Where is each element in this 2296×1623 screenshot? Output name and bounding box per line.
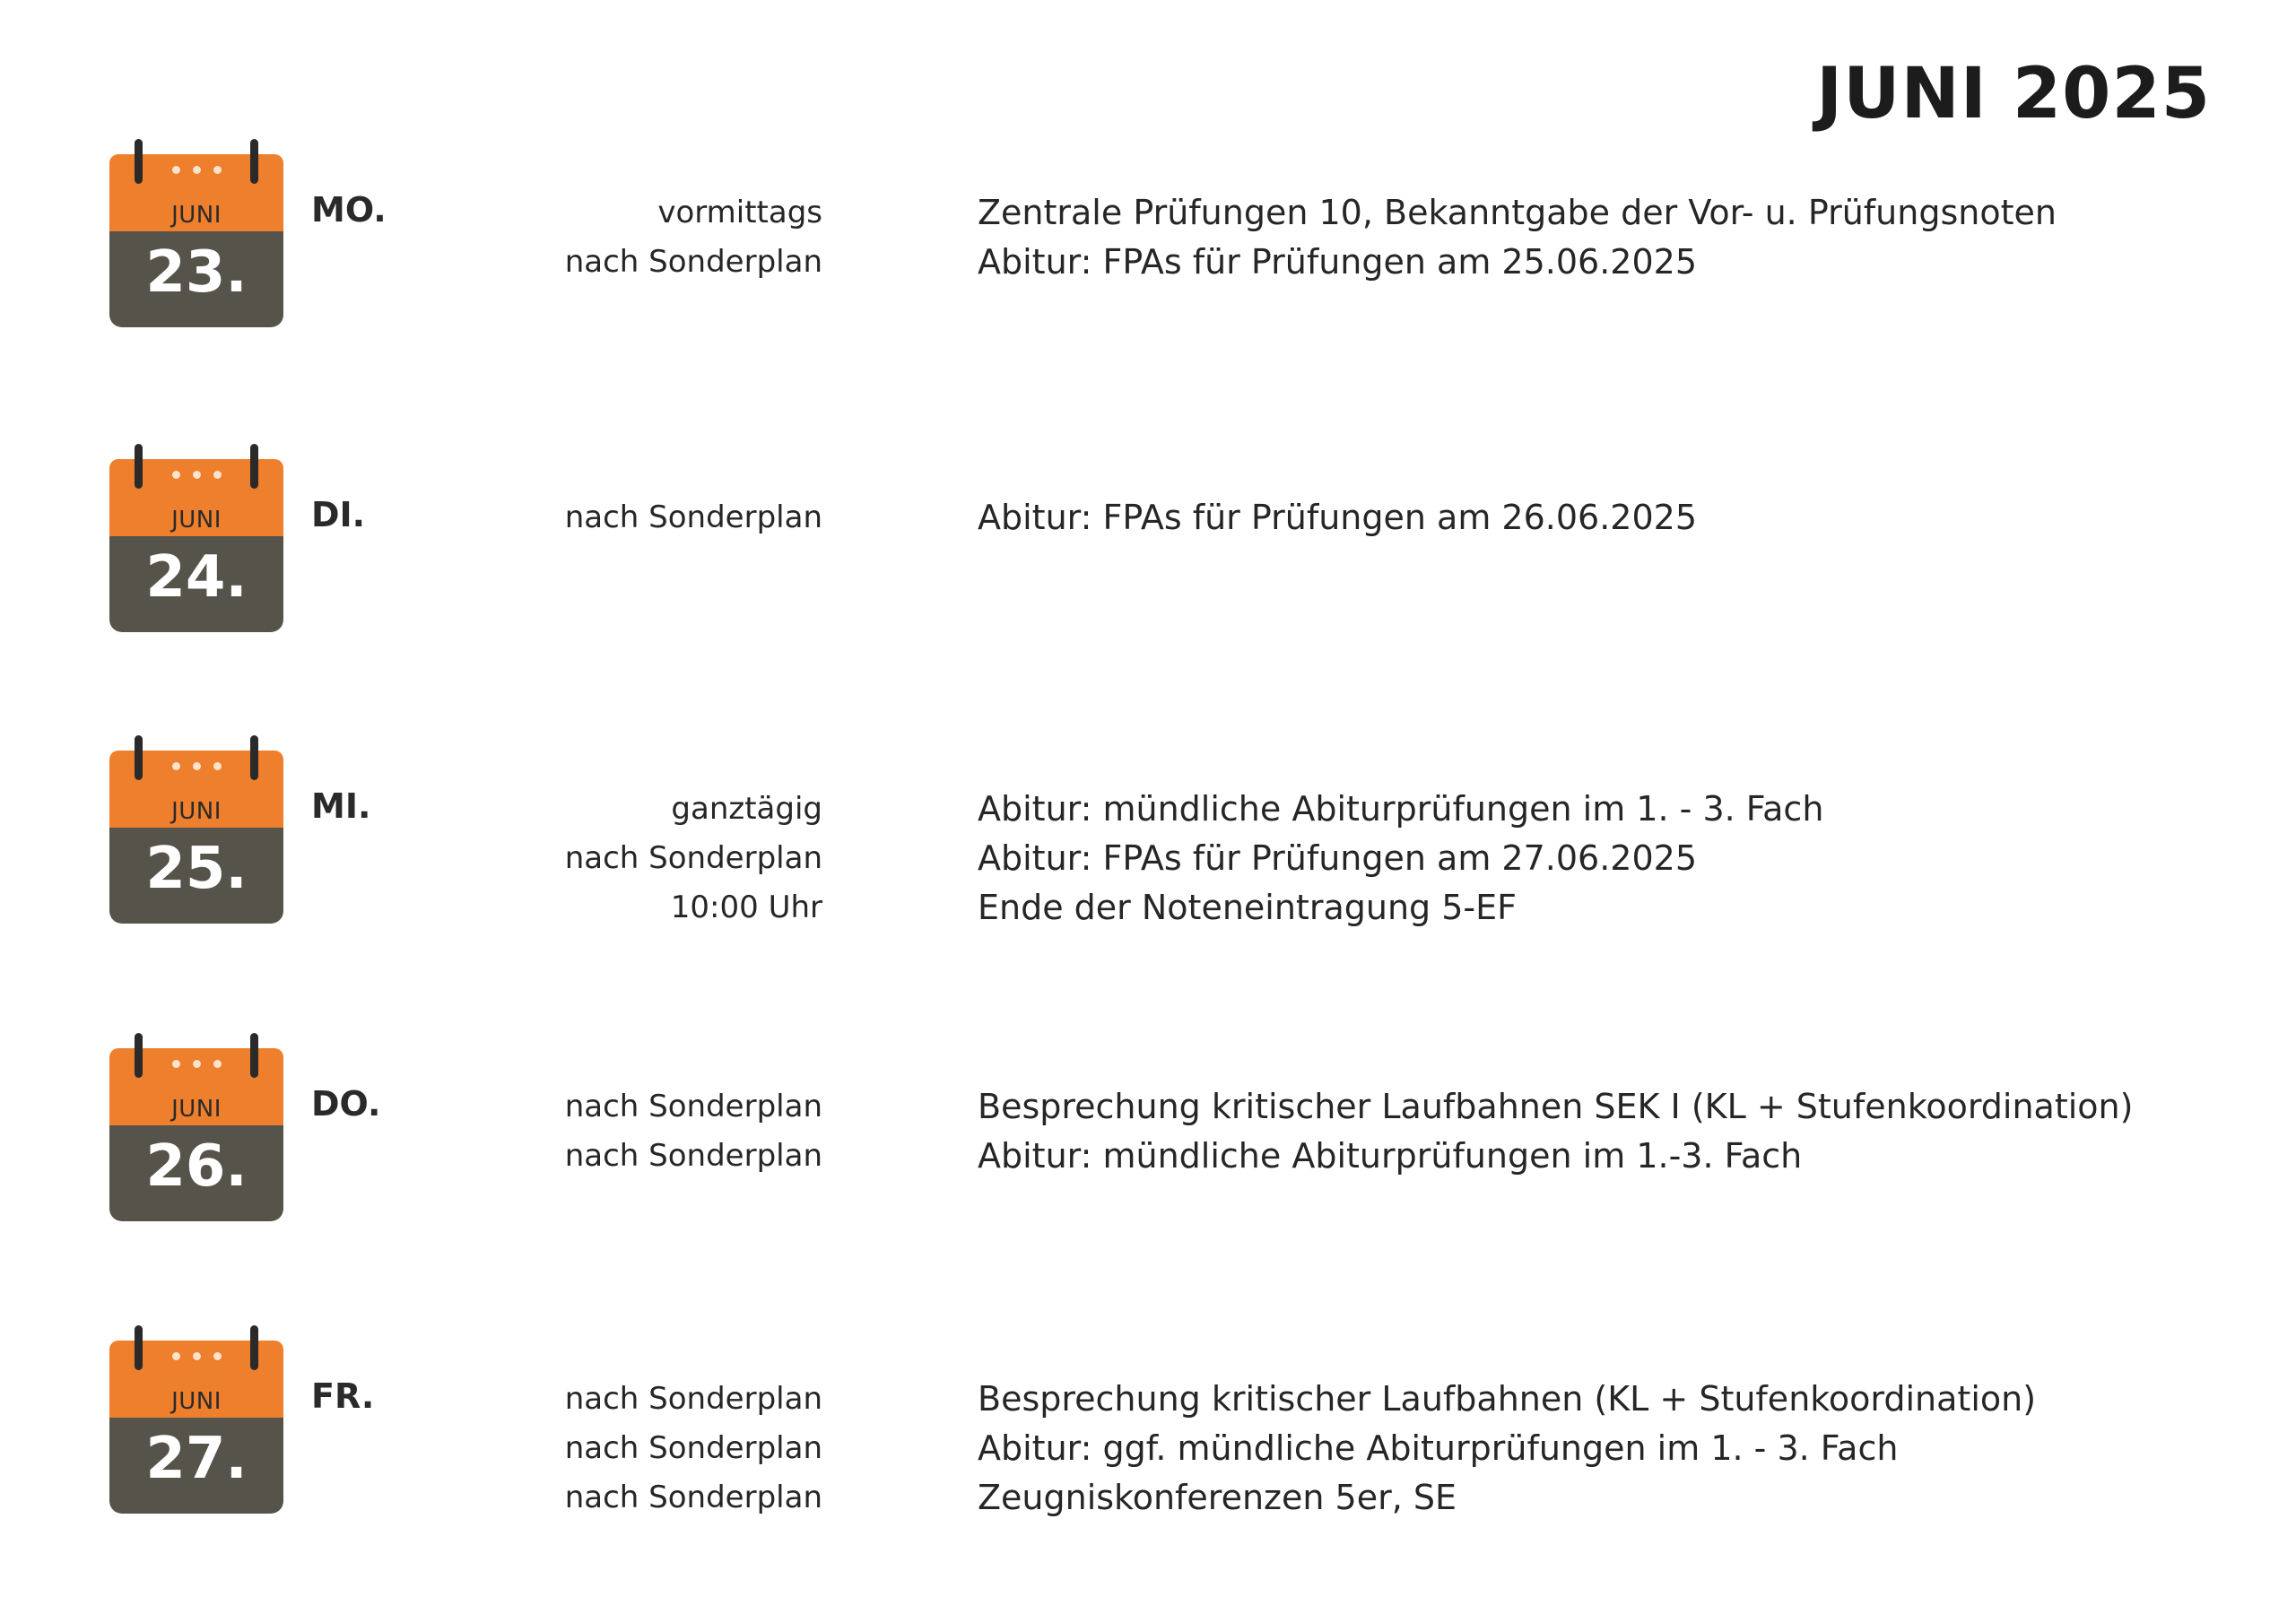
time-list (565, 1082, 822, 1181)
calendar-dots (109, 751, 283, 781)
calendar-icon (109, 444, 283, 632)
time-entry: nach Sonderplan (564, 499, 822, 535)
event-entry: Zentrale Prüfungen 10, Bekanntgabe der Vor- u. Prüfungsnoten (978, 193, 2057, 232)
calendar-icon (109, 139, 283, 327)
event-list (978, 785, 1823, 933)
calendar-date: 25. (145, 836, 248, 902)
day-row-friday (0, 1325, 2296, 1532)
time-entry: nach Sonderplan (564, 244, 822, 280)
event-entry: Zeugniskonferenzen 5er, SE (978, 1478, 1457, 1517)
event-list (978, 493, 1697, 542)
day-row-monday (0, 139, 2296, 345)
time-entry: ganztägig (671, 791, 822, 827)
event-entry: Besprechung kritischer Laufbahnen SEK I (KL + Stufenkoordination) (978, 1087, 2134, 1126)
event-entry: Abitur: ggf. mündliche Abiturprüfungen im 1. - 3. Fach (978, 1428, 1899, 1468)
calendar-date: 24. (145, 544, 248, 611)
event-list (978, 1375, 2036, 1523)
calendar-month: JUNI (171, 798, 222, 825)
event-entry: Abitur: FPAs für Prüfungen am 27.06.2025 (978, 838, 1697, 878)
calendar-date: 26. (145, 1133, 248, 1200)
event-entry: Besprechung kritischer Laufbahnen (KL + Stufenkoordination) (978, 1379, 2037, 1419)
calendar-icon (109, 1033, 283, 1221)
weekday-label: DO. (311, 1084, 381, 1124)
time-entry: nach Sonderplan (564, 1480, 822, 1515)
calendar-icon (109, 1325, 283, 1514)
weekday-label: MO. (311, 190, 387, 230)
time-list (565, 493, 822, 542)
time-entry: vormittags (657, 195, 822, 230)
event-entry: Abitur: FPAs für Prüfungen am 25.06.2025 (978, 242, 1697, 282)
calendar-dots (109, 154, 283, 185)
day-row-thursday (0, 1033, 2296, 1239)
day-row-tuesday (0, 444, 2296, 650)
calendar-month: JUNI (171, 507, 222, 534)
calendar-date: 27. (145, 1426, 248, 1492)
time-list (565, 188, 822, 287)
event-list (978, 188, 2057, 287)
calendar-month: JUNI (171, 202, 222, 229)
weekday-label: MI. (311, 786, 371, 826)
calendar-dots (109, 1341, 283, 1371)
day-row-wednesday (0, 735, 2296, 942)
page-title: JUNI 2025 (1816, 54, 2211, 135)
calendar-icon (109, 735, 283, 924)
event-list (978, 1082, 2133, 1181)
weekday-label: FR. (311, 1376, 375, 1416)
event-entry: Abitur: mündliche Abiturprüfungen im 1. - 3. Fach (978, 789, 1824, 829)
calendar-dots (109, 1048, 283, 1079)
event-entry: Ende der Noteneintragung 5-EF (978, 888, 1517, 927)
calendar-date: 23. (145, 239, 248, 306)
time-entry: nach Sonderplan (564, 1381, 822, 1417)
calendar-dots (109, 459, 283, 490)
calendar-month: JUNI (171, 1096, 222, 1123)
event-entry: Abitur: FPAs für Prüfungen am 26.06.2025 (978, 498, 1697, 537)
time-list (565, 1375, 822, 1523)
time-list (565, 785, 822, 933)
time-entry: nach Sonderplan (564, 1430, 822, 1466)
calendar-month: JUNI (171, 1388, 222, 1415)
time-entry: 10:00 Uhr (670, 890, 822, 925)
event-entry: Abitur: mündliche Abiturprüfungen im 1.-3. Fach (978, 1136, 1803, 1176)
weekday-label: DI. (311, 495, 366, 534)
time-entry: nach Sonderplan (564, 1138, 822, 1174)
time-entry: nach Sonderplan (564, 1089, 822, 1124)
time-entry: nach Sonderplan (564, 840, 822, 876)
